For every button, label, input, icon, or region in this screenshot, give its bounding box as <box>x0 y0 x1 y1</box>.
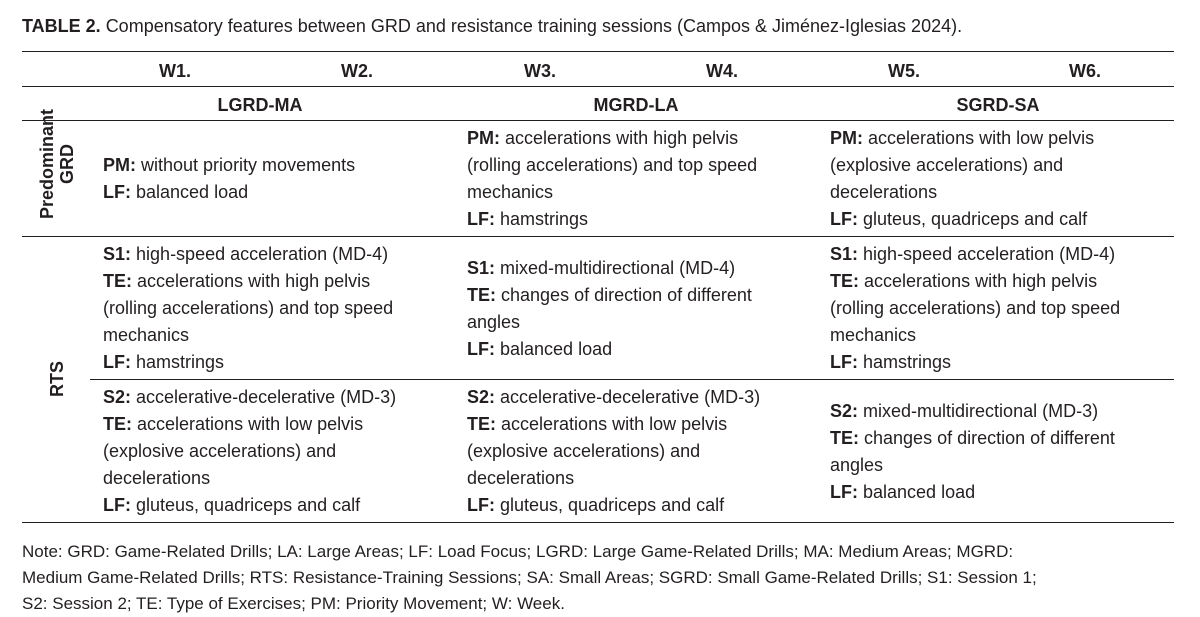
grd-cell-pm-line <box>830 125 1180 152</box>
grd-cell-pm-line <box>103 152 453 179</box>
te-text: changes of direction of different <box>501 285 752 305</box>
pm-key: PM: <box>103 155 136 175</box>
te-line <box>830 425 1180 452</box>
grd-cell-lf-line <box>103 179 453 206</box>
lf-key: LF: <box>467 495 495 515</box>
rts-s1-cell-lgrd-ma <box>103 241 453 376</box>
te-line: mechanics <box>830 325 917 345</box>
te-line: mechanics <box>103 325 190 345</box>
lf-line <box>103 492 453 519</box>
lf-key: LF: <box>467 339 495 359</box>
te-line <box>103 411 453 438</box>
lf-key: LF: <box>830 482 858 502</box>
te-key: TE: <box>830 271 859 291</box>
session-key: S1: <box>830 244 859 264</box>
grd-cell-pm-line <box>467 125 817 152</box>
session-text: mixed-multidirectional (MD-3) <box>863 401 1099 421</box>
rts-s2-cell-lgrd-ma <box>103 384 453 519</box>
grd-cell-sgrd-sa <box>830 125 1180 233</box>
te-key: TE: <box>467 414 496 434</box>
lf-text: hamstrings <box>500 209 589 229</box>
grd-cell-lgrd-ma <box>103 152 453 206</box>
table-note <box>22 539 1174 617</box>
te-line <box>467 411 817 438</box>
row-label-grd-line-2: GRD <box>57 144 77 184</box>
week-header-rule <box>22 86 1174 87</box>
session-line <box>830 398 1180 425</box>
rts-s1-cell-mgrd-la <box>467 255 817 363</box>
te-text: changes of direction of different <box>864 428 1115 448</box>
week-header-5: W5. <box>887 61 920 81</box>
pm-key: PM: <box>467 128 500 148</box>
rts-s2-cell-mgrd-la <box>467 384 817 519</box>
lf-text: gluteus, quadriceps and calf <box>136 495 361 515</box>
caption-text: Compensatory features between GRD and resistance training sessions (Campos & Jiménez-Iglesias 2024). <box>105 16 963 36</box>
lf-text: gluteus, quadriceps and calf <box>500 495 725 515</box>
grd-cell-mgrd-la <box>467 125 817 233</box>
note-line: S2: Session 2; TE: Type of Exercises; PM: Priority Movement; W: Week. <box>22 594 565 613</box>
lf-key: LF: <box>103 352 131 372</box>
lf-line <box>467 336 817 363</box>
session-line <box>103 384 453 411</box>
te-text: accelerations with low pelvis <box>137 414 364 434</box>
table-caption <box>22 14 962 38</box>
session-key: S2: <box>467 387 496 407</box>
lf-line <box>830 349 1180 376</box>
te-line: (explosive accelerations) and <box>467 441 701 461</box>
session-key: S1: <box>467 258 496 278</box>
lf-text: gluteus, quadriceps and calf <box>863 209 1088 229</box>
session-text: mixed-multidirectional (MD-4) <box>500 258 736 278</box>
lf-text: balanced load <box>863 482 976 502</box>
lf-text: hamstrings <box>136 352 225 372</box>
week-header-1: W1. <box>158 61 191 81</box>
lf-key: LF: <box>103 495 131 515</box>
lf-text: balanced load <box>500 339 613 359</box>
grd-cell-pm-line: mechanics <box>467 182 554 202</box>
note-line: Medium Game-Related Drills; RTS: Resistance-Training Sessions; SA: Small Areas; SGRD: Small Game-Related Drills; S1: Session 1; <box>22 568 1037 587</box>
pm-text: accelerations with low pelvis <box>868 128 1095 148</box>
te-line: angles <box>830 455 884 475</box>
session-text: accelerative-decelerative (MD-3) <box>136 387 397 407</box>
session-text: accelerative-decelerative (MD-3) <box>500 387 761 407</box>
lf-text: balanced load <box>136 182 249 202</box>
session-key: S2: <box>103 387 132 407</box>
te-line: decelerations <box>467 468 575 488</box>
row-label-grd-line-1: Predominant <box>37 109 57 220</box>
grd-cell-pm-line: (rolling accelerations) and top speed <box>467 155 758 175</box>
pm-text: accelerations with high pelvis <box>505 128 739 148</box>
te-key: TE: <box>830 428 859 448</box>
lf-text: hamstrings <box>863 352 952 372</box>
te-line <box>467 282 817 309</box>
rts-s2-cell-sgrd-sa <box>830 398 1180 506</box>
te-line: angles <box>467 312 521 332</box>
grd-cell-lf-line <box>830 206 1180 233</box>
lf-line <box>467 492 817 519</box>
te-line: (explosive accelerations) and <box>103 441 337 461</box>
week-header-2: W2. <box>340 61 373 81</box>
row-label-predominant-grd <box>37 104 77 224</box>
te-text: accelerations with high pelvis <box>864 271 1098 291</box>
te-line: (rolling accelerations) and top speed <box>103 298 394 318</box>
week-header-4: W4. <box>705 61 738 81</box>
rts-session-rule <box>90 379 1174 380</box>
session-line <box>467 255 817 282</box>
grd-row-rule <box>22 236 1174 237</box>
te-line: (rolling accelerations) and top speed <box>830 298 1121 318</box>
caption-label: TABLE 2. <box>22 16 101 36</box>
te-line: decelerations <box>103 468 211 488</box>
row-label-rts: RTS <box>47 361 67 397</box>
week-header-3: W3. <box>523 61 556 81</box>
group-header-rule <box>22 120 1174 121</box>
lf-line <box>830 479 1180 506</box>
session-text: high-speed acceleration (MD-4) <box>863 244 1116 264</box>
pm-key: PM: <box>830 128 863 148</box>
rts-s1-cell-sgrd-sa <box>830 241 1180 376</box>
session-line <box>467 384 817 411</box>
session-line <box>103 241 453 268</box>
te-key: TE: <box>467 285 496 305</box>
lf-key: LF: <box>103 182 131 202</box>
session-key: S1: <box>103 244 132 264</box>
table-bottom-rule <box>22 522 1174 523</box>
te-text: accelerations with high pelvis <box>137 271 371 291</box>
grd-cell-lf-line <box>467 206 817 233</box>
pm-text: without priority movements <box>141 155 356 175</box>
grd-cell-pm-line: decelerations <box>830 182 938 202</box>
grd-cell-pm-line: (explosive accelerations) and <box>830 155 1064 175</box>
te-key: TE: <box>103 414 132 434</box>
week-header-6: W6. <box>1068 61 1101 81</box>
session-line <box>830 241 1180 268</box>
table-top-rule <box>22 51 1174 52</box>
session-text: high-speed acceleration (MD-4) <box>136 244 389 264</box>
lf-key: LF: <box>830 209 858 229</box>
te-line <box>103 268 453 295</box>
te-text: accelerations with low pelvis <box>501 414 728 434</box>
group-header-sgrd-sa: SGRD-SA <box>956 95 1040 115</box>
lf-key: LF: <box>467 209 495 229</box>
te-line <box>830 268 1180 295</box>
lf-line <box>103 349 453 376</box>
session-key: S2: <box>830 401 859 421</box>
lf-key: LF: <box>830 352 858 372</box>
note-line: Note: GRD: Game-Related Drills; LA: Large Areas; LF: Load Focus; LGRD: Large Game-Related Drills; MA: Medium Areas; MGRD: <box>22 542 1014 561</box>
te-key: TE: <box>103 271 132 291</box>
group-header-lgrd-ma: LGRD-MA <box>217 95 303 115</box>
group-header-mgrd-la: MGRD-LA <box>593 95 679 115</box>
